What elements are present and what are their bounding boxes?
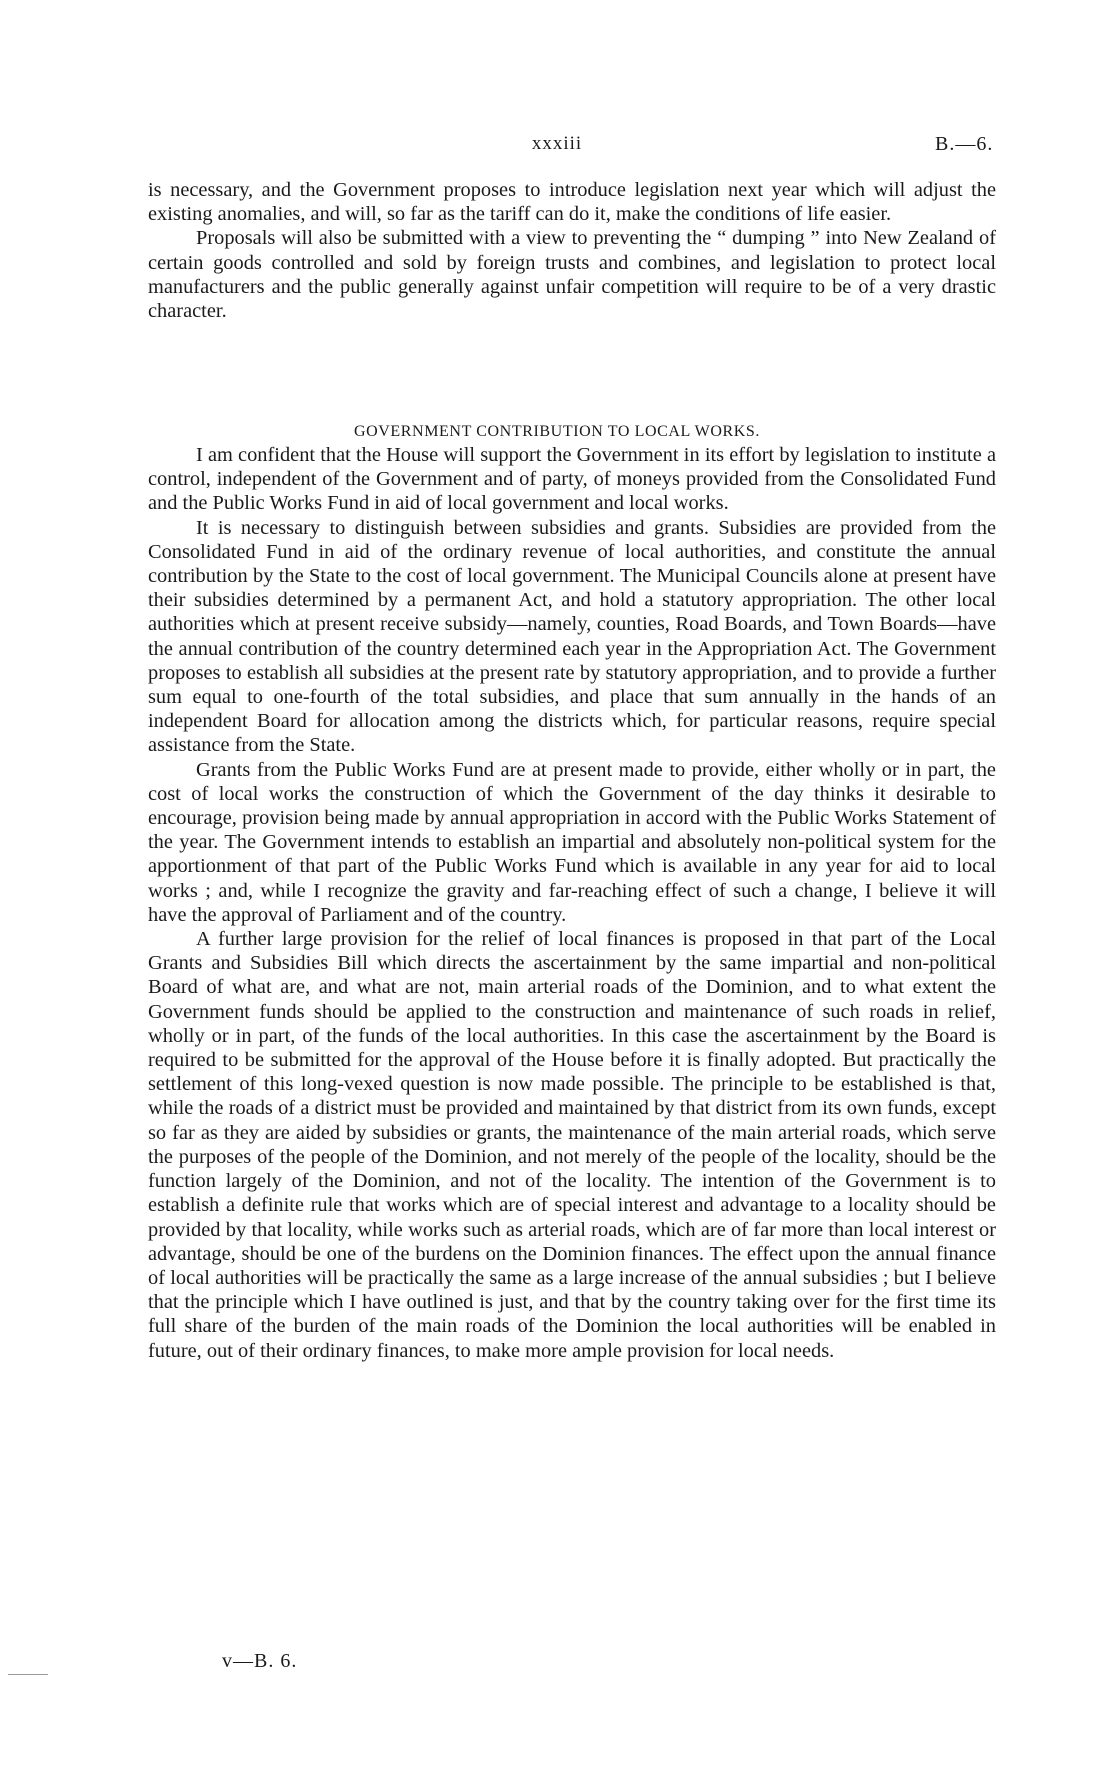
paragraph: I am confident that the House will support the Government in its effort by legislation to institute a control, independent of the Government and of party, of moneys provided from the Consolidated Fund and the Public Works Fund in aid of local government and local works.	[148, 444, 996, 515]
paragraph: It is necessary to distinguish between subsidies and grants. Subsidies are provided from the Consolidated Fund in aid of the ordinary revenue of local authorities, and constitute the annual contribution by the State to the cost of local government. The Municipal Councils alone at present have their subsidies determined by a permanent Act, and hold a statutory appropriation. The other local authorities which at present receive subsidy—namely, counties, Road Boards, and Town Boards—have the annual contribution of the country determined each year in the Appropriation Act. The Government proposes to establish all subsidies at the present rate by statutory appropriation, and to provide a further sum equal to one-fourth of the total subsidies, and place that sum annually in the hands of an independent Board for allocation among the districts which, for particular reasons, require special assistance from the State.	[148, 516, 996, 757]
section-heading: GOVERNMENT CONTRIBUTION TO LOCAL WORKS.	[353, 423, 761, 440]
intro-text	[148, 178, 996, 323]
document-reference: B.—6.	[935, 133, 994, 155]
scan-artifact	[8, 1674, 48, 1675]
paragraph: Grants from the Public Works Fund are at present made to provide, either wholly or in part, the cost of local works the construction of which the Government of the day thinks it desirable to encourage, provision being made by annual appropriation in accord with the Public Works Statement of the year. The Government intends to establish an impartial and absolutely non-political system for the apportionment of that part of the Public Works Fund which is available in any year for aid to local works ; and, while I recognize the gravity and far-reaching effect of such a change, I believe it will have the approval of Parliament and of the country.	[148, 758, 996, 926]
signature-mark: v—B. 6.	[222, 1650, 298, 1672]
paragraph: Proposals will also be submitted with a view to preventing the “ dumping ” into New Zealand of certain goods controlled and sold by foreign trusts and combines, and legislation to protect local manufacturers and the public generally against unfair competition will require to be of a very drastic character.	[148, 227, 996, 323]
paragraph: is necessary, and the Government proposes to introduce legislation next year which will adjust the existing anomalies, and will, so far as the tariff can do it, make the conditions of life easier.	[148, 179, 996, 226]
page-number: xxxiii	[531, 133, 583, 154]
section-body	[148, 443, 996, 1363]
paragraph: A further large provision for the relief of local finances is proposed in that part of the Local Grants and Subsidies Bill which directs the ascertainment by the same impartial and non-political Board of what are, and what are not, main arterial roads of the Dominion, and to what extent the Government funds should be applied to the construction and maintenance of such roads in relief, wholly or in part, of the funds of the local authorities. In this case the ascertainment by the Board is required to be submitted for the approval of the House before it is finally adopted. But practically the settlement of this long-vexed question is now made possible. The principle to be established is that, while the roads of a district must be provided and maintained by that district from its own funds, except so far as they are aided by subsidies or grants, the maintenance of the main arterial roads, which serve the purposes of the people of the Dominion, and not merely of the people of the locality, should be the function largely of the Dominion, and not of the locality. The intention of the Government is to establish a definite rule that works which are of special interest and advantage to a locality should be provided by that locality, while works such as arterial roads, which are of far more than local interest or advantage, should be one of the burdens on the Dominion finances. The effect upon the annual finance of local authorities will be practically the same as a large increase of the annual subsidies ; but I believe that the principle which I have outlined is just, and that by the country taking over for the first time its full share of the burden of the main roads of the Dominion the local authorities will be enabled in future, out of their ordinary finances, to make more ample provision for local needs.	[148, 928, 996, 1362]
